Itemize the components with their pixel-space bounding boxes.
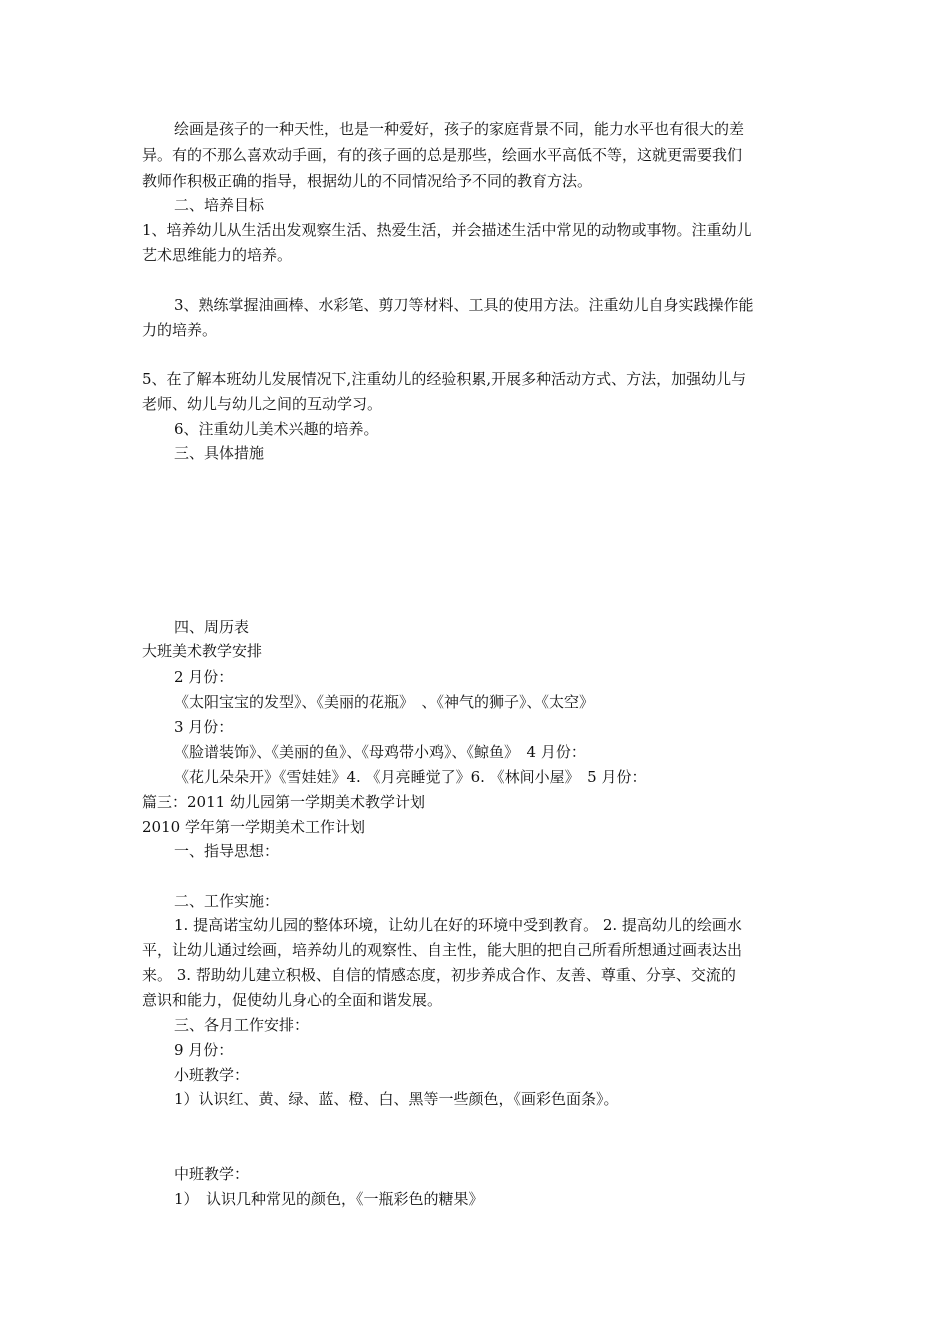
text-line: 9 月份： xyxy=(174,1041,234,1059)
text-line: 平，让幼儿通过绘画，培养幼儿的观察性、自主性，能大胆的把自己所看所想通过画表达出 xyxy=(142,941,743,959)
text-line: 来。 3. 帮助幼儿建立积极、自信的情感态度，初步养成合作、友善、尊重、分享、交流的 xyxy=(142,966,736,984)
text-line: 篇三：2011 幼儿园第一学期美术教学计划 xyxy=(142,793,425,811)
section-heading: 三、具体措施 xyxy=(174,444,265,462)
text-line: 意识和能力，促使幼儿身心的全面和谐发展。 xyxy=(142,991,443,1009)
text-line: 6、注重幼儿美术兴趣的培养。 xyxy=(174,420,379,438)
text-line: 绘画是孩子的一种天性，也是一种爱好，孩子的家庭背景不同，能力水平也有很大的差 xyxy=(174,120,745,138)
text-line: 1. 提高诺宝幼儿园的整体环境，让幼儿在好的环境中受到教育。 2. 提高幼儿的绘画水 xyxy=(174,916,742,934)
text-line: 艺术思维能力的培养。 xyxy=(142,246,293,264)
text-line: 力的培养。 xyxy=(142,321,218,339)
text-line: 3、熟练掌握油画棒、水彩笔、剪刀等材料、工具的使用方法。注重幼儿自身实践操作能 xyxy=(174,296,754,314)
text-line: 3 月份： xyxy=(174,718,234,736)
section-heading: 二、培养目标 xyxy=(174,196,265,214)
text-line: 《脸谱装饰》、《美丽的鱼》、《母鸡带小鸡》、《鲸鱼》 4 月份： xyxy=(174,743,586,761)
text-line: 小班教学： xyxy=(174,1066,250,1084)
text-line: 1、培养幼儿从生活出发观察生活、热爱生活，并会描述生活中常见的动物或事物。注重幼儿 xyxy=(142,221,752,239)
text-line: 老师、幼儿与幼儿之间的互动学习。 xyxy=(142,395,383,413)
text-line: 5、在了解本班幼儿发展情况下,注重幼儿的经验积累,开展多种活动方式、方法，加强幼儿与 xyxy=(142,370,747,388)
text-line: 1）认识红、黄、绿、蓝、橙、白、黑等一些颜色，《画彩色面条》。 xyxy=(174,1090,619,1108)
text-line: 大班美术教学安排 xyxy=(142,642,263,660)
section-heading: 二、工作实施： xyxy=(174,892,280,910)
text-line: 1） 认识几种常见的颜色，《一瓶彩色的糖果》 xyxy=(174,1190,484,1208)
text-line: 教师作积极正确的指导，根据幼儿的不同情况给予不同的教育方法。 xyxy=(142,172,593,190)
text-line: 异。有的不那么喜欢动手画，有的孩子画的总是那些，绘画水平高低不等，这就更需要我们 xyxy=(142,146,743,164)
text-line: 中班教学： xyxy=(174,1165,250,1183)
text-line: 2010 学年第一学期美术工作计划 xyxy=(142,818,365,836)
section-heading: 三、各月工作安排： xyxy=(174,1016,310,1034)
section-heading: 一、指导思想： xyxy=(174,842,280,860)
text-line: 2 月份： xyxy=(174,668,234,686)
text-line: 《太阳宝宝的发型》、《美丽的花瓶》 、《神气的狮子》、《太空》 xyxy=(174,693,595,711)
section-heading: 四、周历表 xyxy=(174,618,250,636)
text-line: 《花儿朵朵开》《雪娃娃》4. 《月亮睡觉了》6. 《林间小屋》 5 月份： xyxy=(174,768,647,786)
